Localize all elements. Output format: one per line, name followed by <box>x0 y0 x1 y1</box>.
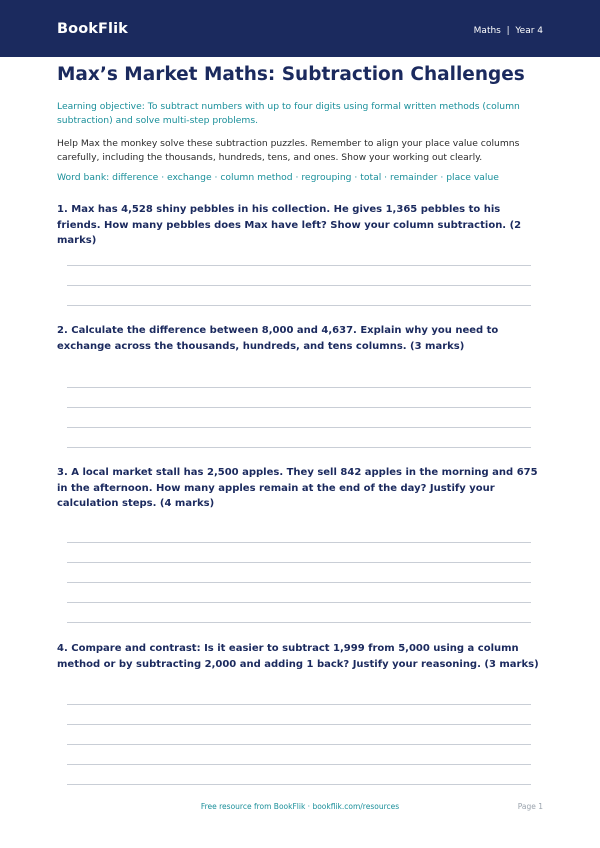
answer-line[interactable] <box>67 427 531 428</box>
subject-year-label: Maths | Year 4 <box>473 26 543 36</box>
intro-text: Help Max the monkey solve these subtraction puzzles. Remember to align your place value columns carefully, including the thousands, hundreds, tens, and ones. Show your working out clearly. <box>57 138 520 163</box>
answer-line[interactable] <box>67 305 531 306</box>
answer-line[interactable] <box>67 764 531 765</box>
answer-line[interactable] <box>67 784 531 785</box>
answer-line[interactable] <box>67 407 531 408</box>
answer-line[interactable] <box>67 562 531 563</box>
answer-line[interactable] <box>67 285 531 286</box>
question-4: 4. Compare and contrast: Is it easier to subtract 1,999 from 5,000 using a column method or by subtracting 2,000 and adding 1 back? Justify your reasoning. (3 marks) <box>57 643 539 670</box>
page-title: Max’s Market Maths: Subtraction Challenges <box>57 64 525 85</box>
answer-line[interactable] <box>67 265 531 266</box>
answer-line[interactable] <box>67 704 531 705</box>
brand-logo[interactable]: BookFlik <box>57 21 128 37</box>
page-number: Page 1 <box>517 802 543 811</box>
answer-line[interactable] <box>67 582 531 583</box>
answer-line[interactable] <box>67 744 531 745</box>
footer-source-link[interactable]: Free resource from BookFlik · bookflik.com/resources <box>200 802 400 811</box>
answer-line[interactable] <box>67 622 531 623</box>
answer-line[interactable] <box>67 447 531 448</box>
answer-line[interactable] <box>67 602 531 603</box>
word-bank: Word bank: difference · exchange · column method · regrouping · total · remainder · place value <box>57 172 499 183</box>
header-bar <box>0 0 600 57</box>
question-2: 2. Calculate the difference between 8,000 and 4,637. Explain why you need to exchange across the thousands, hundreds, and tens columns. (3 marks) <box>57 325 499 352</box>
answer-line[interactable] <box>67 724 531 725</box>
question-3: 3. A local market stall has 2,500 apples. They sell 842 apples in the morning and 675 in the afternoon. How many apples remain at the end of the day? Justify your calculation steps. (4 marks) <box>57 467 538 509</box>
answer-line[interactable] <box>67 542 531 543</box>
learning-objective: Learning objective: To subtract numbers with up to four digits using formal written methods (column subtraction) and solve multi-step problems. <box>57 101 520 126</box>
answer-line[interactable] <box>67 387 531 388</box>
question-1: 1. Max has 4,528 shiny pebbles in his collection. He gives 1,365 pebbles to his friends. How many pebbles does Max have left? Show your column subtraction. (2 marks) <box>57 204 522 246</box>
